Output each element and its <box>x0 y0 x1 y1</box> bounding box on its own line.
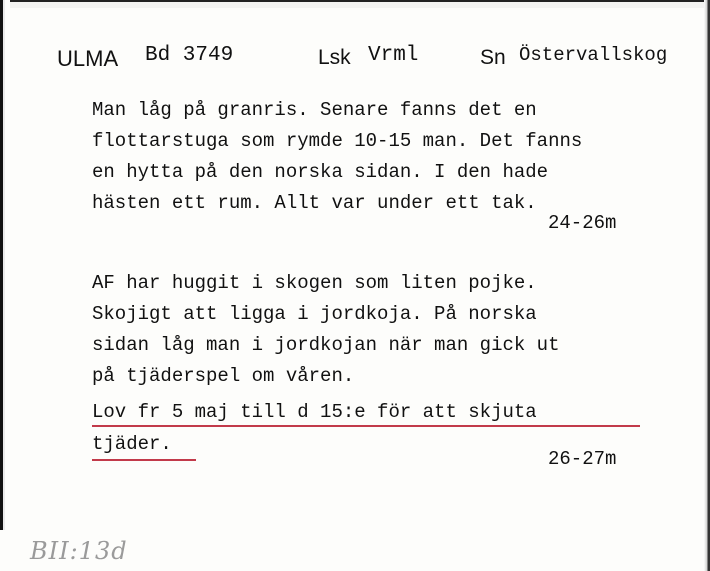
landskap-label: Lsk <box>318 46 351 69</box>
text-line: flottarstuga som rymde 10-15 man. Det fanns <box>92 130 583 152</box>
text-line: AF har huggit i skogen som liten pojke. <box>92 272 537 294</box>
handwritten-catalog-note: BII:13d <box>30 537 128 565</box>
card-left-edge <box>0 0 10 530</box>
paragraph-1 <box>92 95 652 219</box>
paragraph-2 <box>92 268 652 392</box>
card-right-edge <box>704 0 710 571</box>
text-line: en hytta på den norska sidan. I den hade <box>92 161 549 183</box>
underlined-text-line: tjäder. <box>92 433 172 455</box>
archive-code: ULMA <box>57 46 119 71</box>
underlined-text-line: Lov fr 5 maj till d 15:e för att skjuta <box>92 401 537 423</box>
socken-label: Sn <box>480 46 506 69</box>
volume-number: Bd 3749 <box>145 44 234 67</box>
text-line: Man låg på granris. Senare fanns det en <box>92 99 537 121</box>
red-underline <box>92 459 196 461</box>
landskap-value: Vrml <box>368 44 419 67</box>
socken-value: Östervallskog <box>519 44 668 66</box>
red-underline <box>92 425 640 427</box>
page-reference-2: 26-27m <box>548 448 617 470</box>
text-line: på tjäderspel om våren. <box>92 365 355 387</box>
page-reference-1: 24-26m <box>548 212 617 234</box>
text-line: Skojigt att ligga i jordkoja. På norska <box>92 303 537 325</box>
text-line: hästen ett rum. Allt var under ett tak. <box>92 192 537 214</box>
text-line: sidan låg man i jordkojan när man gick ut <box>92 334 560 356</box>
card-top-edge <box>0 0 710 8</box>
